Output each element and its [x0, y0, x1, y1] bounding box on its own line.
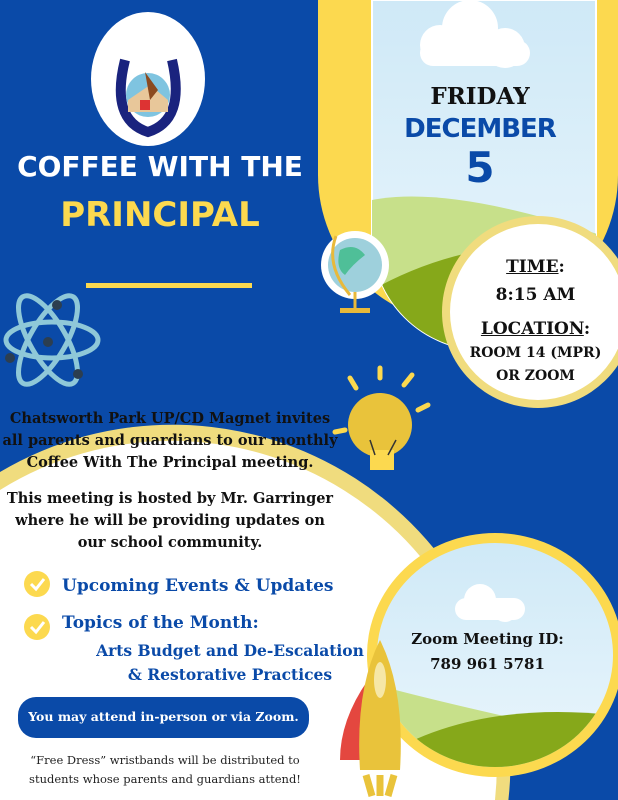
time-label: TIME: [506, 257, 559, 277]
topic-line: Arts Budget and De-Escalation: [96, 641, 364, 660]
text-line: our school community.: [77, 534, 263, 551]
footer-note: [0, 751, 330, 789]
lightbulb-icon: [335, 368, 428, 470]
divider: [86, 283, 252, 288]
text-line: where he will be providing updates on: [15, 512, 325, 529]
text-line: This meeting is hosted by Mr. Garringer: [6, 490, 334, 507]
footer-line: “Free Dress” wristbands will be distributed to: [30, 753, 300, 767]
location-line1: ROOM 14 (MPR): [469, 345, 602, 361]
date-month: DECEMBER: [404, 114, 556, 144]
zoom-info: [400, 627, 575, 677]
zoom-label: Zoom Meeting ID:: [411, 630, 564, 648]
title-line2: PRINCIPAL: [60, 195, 260, 235]
location-line2: OR ZOOM: [496, 368, 575, 384]
footer-line: students whose parents and guardians attend!: [29, 772, 301, 786]
time-block: [453, 257, 618, 386]
check-icon: [24, 614, 50, 640]
globe-icon: [321, 231, 389, 313]
colon: :: [583, 319, 591, 339]
text-line: all parents and guardians to our monthly: [2, 432, 338, 449]
title-line1: COFFEE WITH THE: [17, 150, 303, 183]
agenda-item-1: Upcoming Events & Updates: [62, 576, 334, 596]
text-line: Coffee With The Principal meeting.: [26, 454, 314, 471]
topic-line: & Restorative Practices: [127, 665, 333, 684]
check-icon: [24, 571, 50, 597]
date-number: 5: [465, 143, 495, 192]
location-label: LOCATION: [480, 319, 584, 339]
school-logo: [91, 12, 205, 146]
atom-icon: [5, 288, 98, 393]
agenda-topics: [80, 639, 380, 687]
intro-paragraph: [0, 408, 340, 554]
attend-banner: You may attend in-person or via Zoom.: [28, 709, 299, 724]
date-day: FRIDAY: [430, 83, 530, 110]
colon: :: [558, 257, 565, 277]
agenda-item-2: Topics of the Month:: [62, 613, 259, 633]
time-value: 8:15 AM: [495, 285, 576, 305]
text-line: Chatsworth Park UP/CD Magnet invites: [9, 410, 331, 427]
zoom-meeting-id: 789 961 5781: [430, 655, 545, 673]
